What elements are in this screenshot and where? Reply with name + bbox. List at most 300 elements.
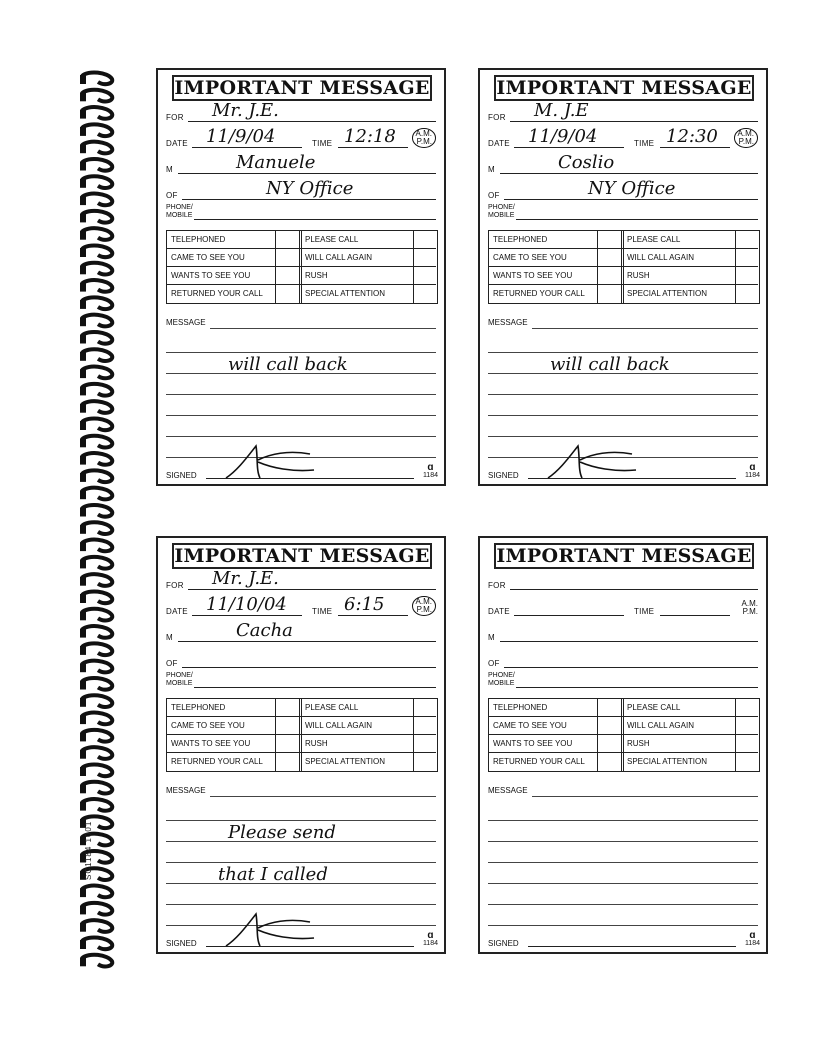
checkbox-right-box <box>413 231 436 249</box>
message-line <box>488 394 758 395</box>
message-label: MESSAGE <box>488 786 528 795</box>
checkbox-left-box <box>275 231 301 249</box>
spiral-coil <box>82 505 112 517</box>
spiral-hole <box>80 265 86 274</box>
spiral-coil <box>82 176 112 188</box>
of-field <box>166 646 436 670</box>
spiral-coil <box>82 920 112 932</box>
of-field <box>488 178 758 202</box>
time-line <box>338 615 408 616</box>
message-line <box>488 904 758 905</box>
checkbox-right-label: RUSH <box>301 735 413 753</box>
checkbox-left-label: WANTS TO SEE YOU <box>489 267 597 285</box>
spiral-hole <box>80 196 86 205</box>
spiral-coil <box>82 315 112 327</box>
phone-line <box>194 687 436 688</box>
time-label: TIME <box>634 139 655 148</box>
spiral-hole <box>80 213 86 222</box>
spiral-hole <box>80 75 86 84</box>
of-value: NY Office <box>588 178 676 199</box>
of-line <box>182 667 436 668</box>
grid-sep <box>735 231 736 303</box>
spiral-hole <box>80 110 86 119</box>
spiral-coil <box>82 799 112 811</box>
date-value: 11/10/04 <box>206 594 287 615</box>
form-logo <box>745 464 760 480</box>
grid-sep <box>275 231 276 303</box>
form-logo <box>745 932 760 948</box>
spiral-hole <box>80 957 86 966</box>
of-label: OF <box>166 659 178 668</box>
checkbox-right-box <box>735 735 758 753</box>
spiral-coil <box>82 159 112 171</box>
spiral-coil <box>82 764 112 776</box>
m-field <box>488 620 758 644</box>
am-pm-marker <box>412 596 436 616</box>
spiral-coil <box>82 245 112 257</box>
am-label: A.M. <box>415 597 432 606</box>
am-pm-marker <box>412 128 436 148</box>
date-time-field <box>488 126 758 150</box>
spiral-coil <box>82 747 112 759</box>
message-line <box>166 394 436 395</box>
date-time-field <box>166 594 436 618</box>
spiral-coil <box>82 384 112 396</box>
checkbox-left-label: CAME TO SEE YOU <box>167 717 275 735</box>
adams-logo-icon: ɑ <box>749 462 756 473</box>
checkbox-left-box <box>275 699 301 717</box>
for-field <box>488 568 758 592</box>
spiral-hole <box>80 646 86 655</box>
for-line <box>510 121 758 122</box>
spiral-hole <box>80 92 86 101</box>
date-time-field <box>488 594 758 618</box>
checkbox-right-label: RUSH <box>301 267 413 285</box>
message-line <box>532 796 758 797</box>
spiral-coil <box>82 72 112 84</box>
form-number: 1184 <box>744 940 760 947</box>
time-label: TIME <box>312 607 333 616</box>
checkbox-right-box <box>413 699 436 717</box>
spiral-hole <box>80 715 86 724</box>
spiral-hole <box>80 940 86 949</box>
grid-sep <box>623 231 624 303</box>
spiral-hole <box>80 335 86 344</box>
checkbox-left-box <box>275 717 301 735</box>
date-value: 11/9/04 <box>206 126 276 147</box>
phone-label-2: MOBILE <box>488 212 515 219</box>
m-label: M <box>488 633 495 642</box>
date-line <box>514 615 624 616</box>
phone-label-1: PHONE/ <box>166 672 193 679</box>
message-line <box>532 328 758 329</box>
checkbox-left-box <box>597 717 623 735</box>
for-line <box>188 121 436 122</box>
spiral-hole <box>80 905 86 914</box>
date-line <box>514 147 624 148</box>
message-line <box>166 862 436 863</box>
spiral-coil <box>82 661 112 673</box>
spiral-coil <box>82 609 112 621</box>
for-label: FOR <box>488 113 506 122</box>
message-line <box>488 415 758 416</box>
spiral-coil <box>82 228 112 240</box>
message-line <box>210 796 436 797</box>
spiral-hole <box>80 508 86 517</box>
adams-logo-icon: ɑ <box>749 930 756 941</box>
checkbox-left-box <box>597 231 623 249</box>
signature-mark <box>218 442 318 482</box>
time-value: 6:15 <box>344 594 385 615</box>
time-line <box>660 615 730 616</box>
for-value: M. J.E <box>534 100 589 121</box>
m-label: M <box>488 165 495 174</box>
time-line <box>660 147 730 148</box>
date-label: DATE <box>166 139 188 148</box>
date-line <box>192 615 302 616</box>
m-field <box>166 152 436 176</box>
pm-label: P.M. <box>738 137 754 146</box>
checkbox-left-label: CAME TO SEE YOU <box>489 717 597 735</box>
spiral-coil <box>82 574 112 586</box>
spiral-coil <box>82 90 112 102</box>
signed-label: SIGNED <box>166 939 197 948</box>
phone-label-1: PHONE/ <box>166 204 193 211</box>
m-value: Coslio <box>558 152 615 173</box>
date-label: DATE <box>488 607 510 616</box>
grid-sep <box>413 231 414 303</box>
checkbox-left-label: RETURNED YOUR CALL <box>171 289 263 298</box>
card-title: IMPORTANT MESSAGE <box>172 543 432 569</box>
m-value: Cacha <box>236 620 293 641</box>
message-label: MESSAGE <box>488 318 528 327</box>
checkbox-left-label: RETURNED YOUR CALL <box>493 757 585 766</box>
message-label: MESSAGE <box>166 786 206 795</box>
checkbox-right-label: PLEASE CALL <box>301 699 413 717</box>
date-time-field <box>166 126 436 150</box>
checkbox-right-label: WILL CALL AGAIN <box>623 717 735 735</box>
form-number: 1184 <box>422 940 438 947</box>
signature-mark <box>218 910 318 950</box>
m-line <box>500 641 758 642</box>
am-pm-marker <box>742 600 758 616</box>
signed-label: SIGNED <box>488 471 519 480</box>
grid-sep <box>299 231 300 303</box>
checkbox-right-label: WILL CALL AGAIN <box>623 249 735 267</box>
checkbox-right-box <box>735 231 758 249</box>
checkbox-right-label: RUSH <box>623 267 735 285</box>
checkbox-right-box <box>413 267 436 285</box>
message-line <box>166 820 436 821</box>
m-label: M <box>166 165 173 174</box>
spiral-hole <box>80 369 86 378</box>
spiral-coil <box>82 522 112 534</box>
checkbox-right-label: SPECIAL ATTENTION <box>305 289 386 298</box>
spiral-hole <box>80 300 86 309</box>
of-field <box>166 178 436 202</box>
spiral-hole <box>80 525 86 534</box>
form-logo <box>423 932 438 948</box>
of-value: NY Office <box>266 178 354 199</box>
of-field <box>488 646 758 670</box>
checkbox-left-label: CAME TO SEE YOU <box>489 249 597 267</box>
spiral-coil <box>82 730 112 742</box>
checkbox-left-box <box>275 249 301 267</box>
m-field <box>166 620 436 644</box>
checkbox-right-box <box>413 753 436 771</box>
of-line <box>182 199 436 200</box>
signed-label: SIGNED <box>166 471 197 480</box>
checkbox-right-box <box>735 285 758 303</box>
pm-label: P.M. <box>416 605 432 614</box>
spiral-hole <box>80 352 86 361</box>
spiral-coil <box>82 436 112 448</box>
checkbox-left-label: RETURNED YOUR CALL <box>493 289 585 298</box>
spiral-hole <box>80 179 86 188</box>
spiral-hole <box>80 317 86 326</box>
spiral-coil <box>82 488 112 500</box>
for-field <box>166 100 436 124</box>
of-line <box>504 667 758 668</box>
adams-logo-icon: ɑ <box>427 462 434 473</box>
message-line <box>488 352 758 353</box>
form-number: 1184 <box>422 472 438 479</box>
for-label: FOR <box>166 581 184 590</box>
spiral-coil <box>82 107 112 119</box>
checkbox-left-label: TELEPHONED <box>167 699 275 717</box>
spiral-coil <box>82 903 112 915</box>
spiral-coil <box>82 418 112 430</box>
m-line <box>178 641 436 642</box>
spiral-coil <box>82 297 112 309</box>
spiral-coil <box>82 211 112 223</box>
spiral-hole <box>80 248 86 257</box>
spiral-hole <box>80 473 86 482</box>
spiral-coil <box>82 280 112 292</box>
checkbox-right-box <box>735 753 758 771</box>
spiral-hole <box>80 802 86 811</box>
checkbox-right-box <box>735 267 758 285</box>
checkbox-left-box <box>597 753 623 771</box>
card-title: IMPORTANT MESSAGE <box>172 75 432 101</box>
pm-label: P.M. <box>742 607 758 616</box>
checkbox-left-box <box>275 735 301 753</box>
spiral-coil <box>82 453 112 465</box>
message-line <box>488 436 758 437</box>
adams-logo-icon: ɑ <box>427 930 434 941</box>
spiral-coil <box>82 937 112 949</box>
m-line <box>500 173 758 174</box>
for-label: FOR <box>166 113 184 122</box>
spiral-hole <box>80 144 86 153</box>
grid-sep <box>621 231 622 303</box>
spiral-hole <box>80 698 86 707</box>
spiral-hole <box>80 732 86 741</box>
date-line <box>192 147 302 148</box>
checkbox-grid <box>166 698 438 772</box>
spiral-hole <box>80 231 86 240</box>
grid-sep <box>597 231 598 303</box>
m-line <box>178 173 436 174</box>
checkbox-right-box <box>735 717 758 735</box>
spiral-coil <box>82 782 112 794</box>
spiral-hole <box>80 283 86 292</box>
message-text: will call back <box>550 354 670 375</box>
checkbox-left-box <box>275 267 301 285</box>
checkbox-right-box <box>735 699 758 717</box>
message-line <box>210 328 436 329</box>
checkbox-right-label: RUSH <box>623 735 735 753</box>
am-label: A.M. <box>737 129 754 138</box>
for-line <box>510 589 758 590</box>
checkbox-grid <box>166 230 438 304</box>
grid-sep <box>597 699 598 771</box>
spiral-coil <box>82 557 112 569</box>
pm-label: P.M. <box>416 137 432 146</box>
side-code: SC1184 1001 <box>84 820 93 880</box>
spiral-hole <box>80 888 86 897</box>
card-title: IMPORTANT MESSAGE <box>494 543 754 569</box>
message-card-3 <box>156 536 446 954</box>
date-label: DATE <box>166 607 188 616</box>
phone-label-2: MOBILE <box>166 212 193 219</box>
checkbox-left-label: WANTS TO SEE YOU <box>167 267 275 285</box>
spiral-hole <box>80 750 86 759</box>
spiral-hole <box>80 421 86 430</box>
grid-sep <box>735 699 736 771</box>
of-line <box>504 199 758 200</box>
for-field <box>488 100 758 124</box>
grid-sep <box>301 231 302 303</box>
checkbox-left-box <box>597 249 623 267</box>
checkbox-right-label: PLEASE CALL <box>623 699 735 717</box>
message-line <box>488 820 758 821</box>
checkbox-right-label: SPECIAL ATTENTION <box>627 757 708 766</box>
message-card-2 <box>478 68 768 486</box>
date-value: 11/9/04 <box>528 126 598 147</box>
checkbox-right-box <box>413 285 436 303</box>
grid-sep <box>299 699 300 771</box>
message-label: MESSAGE <box>166 318 206 327</box>
checkbox-right-box <box>413 735 436 753</box>
spiral-coil <box>82 591 112 603</box>
checkbox-left-box <box>275 753 301 771</box>
time-value: 12:18 <box>344 126 396 147</box>
checkbox-left-box <box>275 285 301 303</box>
spiral-hole <box>80 559 86 568</box>
checkbox-left-box <box>597 699 623 717</box>
am-pm-marker <box>734 128 758 148</box>
signature-mark <box>540 442 640 482</box>
for-field <box>166 568 436 592</box>
spiral-hole <box>80 456 86 465</box>
m-label: M <box>166 633 173 642</box>
for-line <box>188 589 436 590</box>
message-line <box>488 862 758 863</box>
of-label: OF <box>166 191 178 200</box>
checkbox-right-label: SPECIAL ATTENTION <box>305 757 386 766</box>
grid-sep <box>301 699 302 771</box>
signed-label: SIGNED <box>488 939 519 948</box>
signed-line <box>528 946 736 947</box>
checkbox-left-label: TELEPHONED <box>489 699 597 717</box>
message-line <box>166 436 436 437</box>
checkbox-left-label: WANTS TO SEE YOU <box>167 735 275 753</box>
spiral-hole <box>80 490 86 499</box>
m-value: Manuele <box>236 152 316 173</box>
message-line <box>166 415 436 416</box>
of-label: OF <box>488 659 500 668</box>
form-number: 1184 <box>744 472 760 479</box>
spiral-coil <box>82 955 112 967</box>
spiral-coil <box>82 401 112 413</box>
spiral-hole <box>80 923 86 932</box>
checkbox-left-box <box>597 735 623 753</box>
checkbox-right-label: PLEASE CALL <box>301 231 413 249</box>
checkbox-right-label: PLEASE CALL <box>623 231 735 249</box>
spiral-coil <box>82 713 112 725</box>
spiral-coil <box>82 540 112 552</box>
for-value: Mr. J.E. <box>212 568 279 589</box>
message-text: that I called <box>218 864 328 885</box>
message-card-4 <box>478 536 768 954</box>
checkbox-left-label: TELEPHONED <box>167 231 275 249</box>
spiral-hole <box>80 784 86 793</box>
spiral-hole <box>80 611 86 620</box>
spiral-coil <box>82 349 112 361</box>
spiral-coil <box>82 886 112 898</box>
phone-line <box>516 219 758 220</box>
spiral-hole <box>80 438 86 447</box>
message-line <box>166 352 436 353</box>
time-value: 12:30 <box>666 126 718 147</box>
checkbox-left-box <box>597 285 623 303</box>
checkbox-right-label: WILL CALL AGAIN <box>301 249 413 267</box>
checkbox-right-box <box>413 249 436 267</box>
checkbox-grid <box>488 698 760 772</box>
spiral-hole <box>80 767 86 776</box>
phone-label-1: PHONE/ <box>488 672 515 679</box>
spiral-coil <box>82 470 112 482</box>
spiral-hole <box>80 162 86 171</box>
spiral-coil <box>82 194 112 206</box>
am-label: A.M. <box>741 599 758 608</box>
time-label: TIME <box>312 139 333 148</box>
spiral-hole <box>80 386 86 395</box>
checkbox-right-label: SPECIAL ATTENTION <box>627 289 708 298</box>
message-card-1 <box>156 68 446 486</box>
spiral-hole <box>80 577 86 586</box>
message-line <box>488 841 758 842</box>
phone-line <box>194 219 436 220</box>
spiral-coil <box>82 626 112 638</box>
spiral-hole <box>80 663 86 672</box>
phone-label-1: PHONE/ <box>488 204 515 211</box>
message-line <box>488 883 758 884</box>
form-logo <box>423 464 438 480</box>
checkbox-right-box <box>735 249 758 267</box>
spiral-coil <box>82 124 112 136</box>
of-label: OF <box>488 191 500 200</box>
spiral-coil <box>82 263 112 275</box>
am-label: A.M. <box>415 129 432 138</box>
card-title: IMPORTANT MESSAGE <box>494 75 754 101</box>
grid-sep <box>623 699 624 771</box>
for-label: FOR <box>488 581 506 590</box>
spiral-hole <box>80 594 86 603</box>
grid-sep <box>275 699 276 771</box>
spiral-coil <box>82 678 112 690</box>
